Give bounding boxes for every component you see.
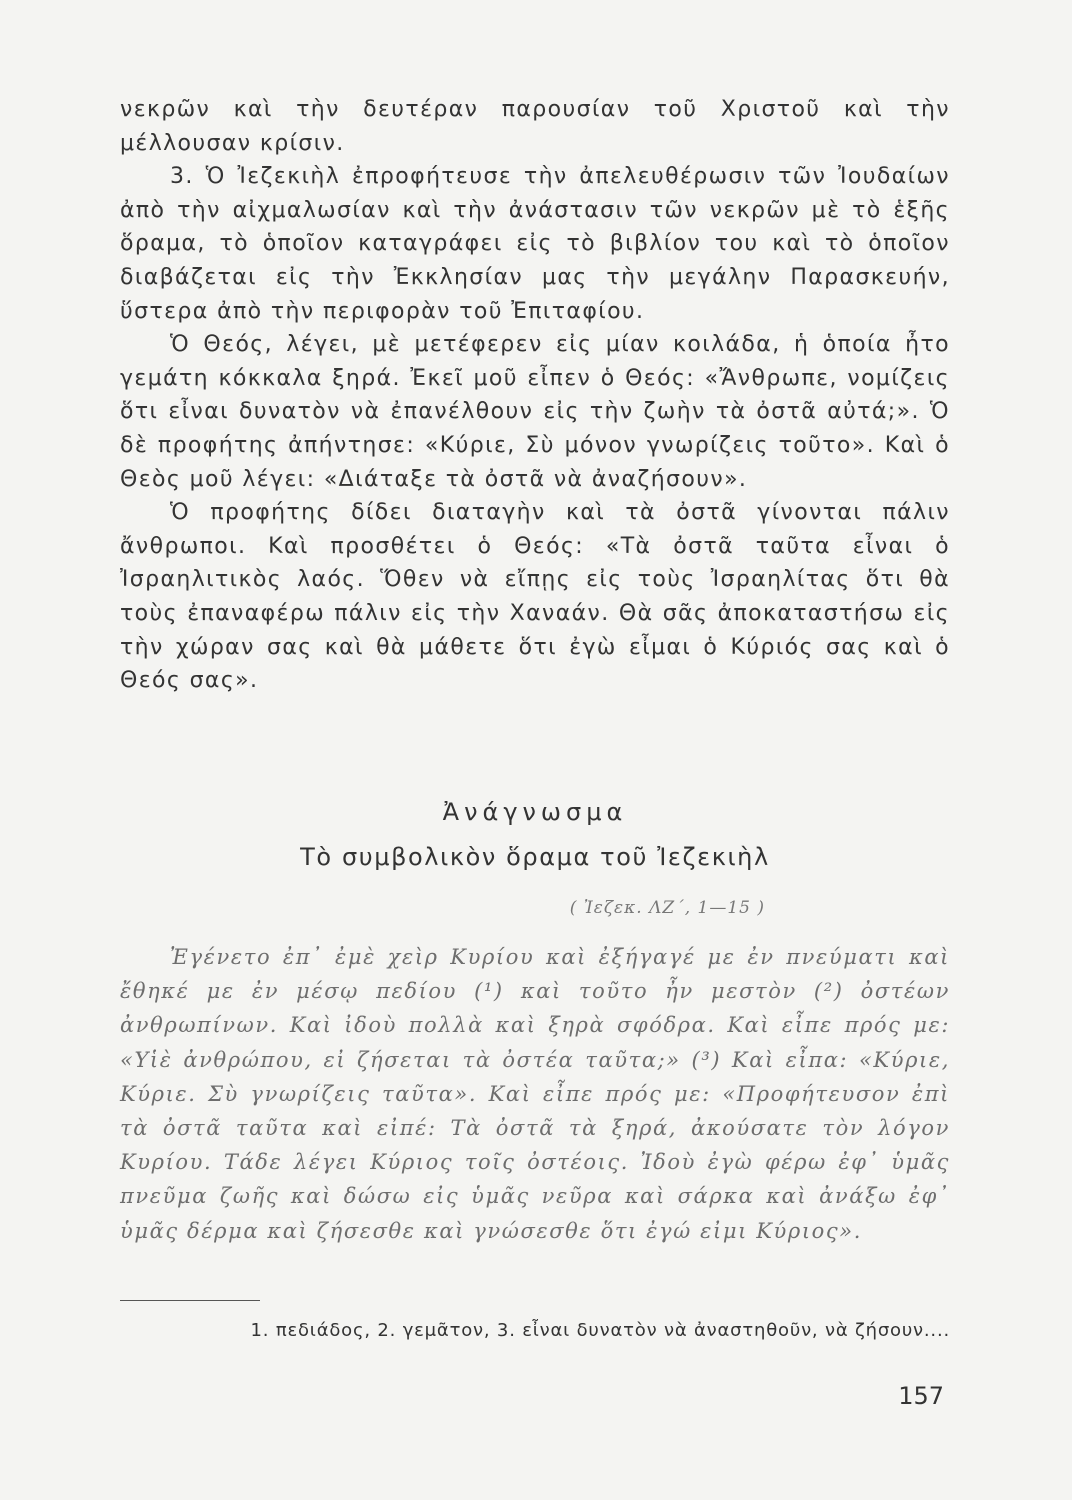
paragraph-valley-of-bones: Ὁ Θεός, λέγει, μὲ μετέφερεν εἰς μίαν κοιλάδα, ἡ ὁποία ἦτο γεμάτη κόκκαλα ξηρά. Ἐκεῖ μοῦ εἶπεν ὁ Θεός: «Ἄνθρωπε, νομίζεις ὅτι εἶναι δυνατὸν νὰ ἐπανέλθουν εἰς τὴν ζωὴν τὰ ὀστᾶ αὐτά;». Ὁ δὲ προφήτης ἀπήντησε: «Κύριε, Σὺ μόνον γνωρίζεις τοῦτο». Καὶ ὁ Θεὸς μοῦ λέγει: «Διάταξε τὰ ὀστᾶ νὰ ἀναζήσουν». <box>120 332 950 492</box>
scripture-reference: ( Ἰεζεκ. ΛΖ΄, 1—15 ) <box>569 898 765 918</box>
scripture-passage: Ἐγένετο ἐπ᾿ ἐμὲ χεὶρ Κυρίου καὶ ἐξήγαγέ με ἐν πνεύματι καὶ ἔθηκέ με ἐν μέσῳ πεδίου (¹) καὶ τοῦτο ἦν μεστὸν (²) ὀστέων ἀνθρωπίνων. Καὶ ἰδοὺ πολλὰ καὶ ξηρὰ σφόδρα. Καὶ εἶπε πρός με: «Υἱὲ ἀνθρώπου, εἰ ζήσεται τὰ ὀστέα ταῦτα;» (³) Καὶ εἶπα: «Κύριε, Κύριε. Σὺ γνωρίζεις ταῦτα». Καὶ εἶπε πρός με: «Προφήτευσον ἐπὶ τὰ ὀστᾶ ταῦτα καὶ εἰπέ: Τὰ ὀστᾶ τὰ ξηρά, ἀκούσατε τὸν λόγον Κυρίου. Τάδε λέγει Κύριος τοῖς ὀστέοις. Ἰδοὺ ἐγὼ φέρω ἐφ᾿ ὑμᾶς πνεῦμα ζωῆς καὶ δώσω εἰς ὑμᾶς νεῦρα καὶ σάρκα καὶ ἀνάξω ἐφ᾿ ὑμᾶς δέρμα καὶ ζήσεσθε καὶ γνώσεσθε ὅτι ἐγώ εἰμι Κύριος». <box>120 945 950 1243</box>
paragraph-ezekiel-prophecy: 3. Ὁ Ἰεζεκιὴλ ἐπροφήτευσε τὴν ἀπελευθέρωσιν τῶν Ἰουδαίων ἀπὸ τὴν αἰχμαλωσίαν καὶ τὴν ἀνάστασιν τῶν νεκρῶν μὲ τὸ ἑξῆς ὅραμα, τὸ ὁποῖον καταγράφει εἰς τὸ βιβλίον του καὶ τὸ ὁποῖον διαβάζεται εἰς τὴν Ἐκκλησίαν μας τὴν μεγάλην Παρασκευήν, ὕστερα ἀπὸ τὴν περιφορὰν τοῦ Ἐπιταφίου. <box>120 164 950 324</box>
reading-heading: Ἀνάγνωσμα <box>442 798 628 826</box>
page-number: 157 <box>898 1382 944 1410</box>
body-text <box>120 93 950 698</box>
footnotes: 1. πεδιάδος, 2. γεμᾶτον, 3. εἶναι δυνατὸν νὰ ἀναστηθοῦν, νὰ ζήσουν.... <box>250 1320 950 1341</box>
reading-title: Τὸ συμβολικὸν ὅραμα τοῦ Ἰεζεκιὴλ <box>300 843 770 871</box>
paragraph-restoration: Ὁ προφήτης δίδει διαταγὴν καὶ τὰ ὀστᾶ γίνονται πάλιν ἄνθρωποι. Καὶ προσθέτει ὁ Θεός: «Τὰ ὀστᾶ ταῦτα εἶναι ὁ Ἰσραηλιτικὸς λαός. Ὅθεν νὰ εἴπῃς εἰς τοὺς Ἰσραηλίτας ὅτι θὰ τοὺς ἐπαναφέρω πάλιν εἰς τὴν Χαναάν. Θὰ σᾶς ἀποκαταστήσω εἰς τὴν χώραν σας καὶ θὰ μάθετε ὅτι ἐγὼ εἶμαι ὁ Κύριός σας καὶ ὁ Θεός σας». <box>120 500 950 694</box>
paragraph-continuation: νεκρῶν καὶ τὴν δευτέραν παρουσίαν τοῦ Χριστοῦ καὶ τὴν μέλλουσαν κρίσιν. <box>120 97 950 156</box>
footnote-divider <box>120 1300 260 1301</box>
